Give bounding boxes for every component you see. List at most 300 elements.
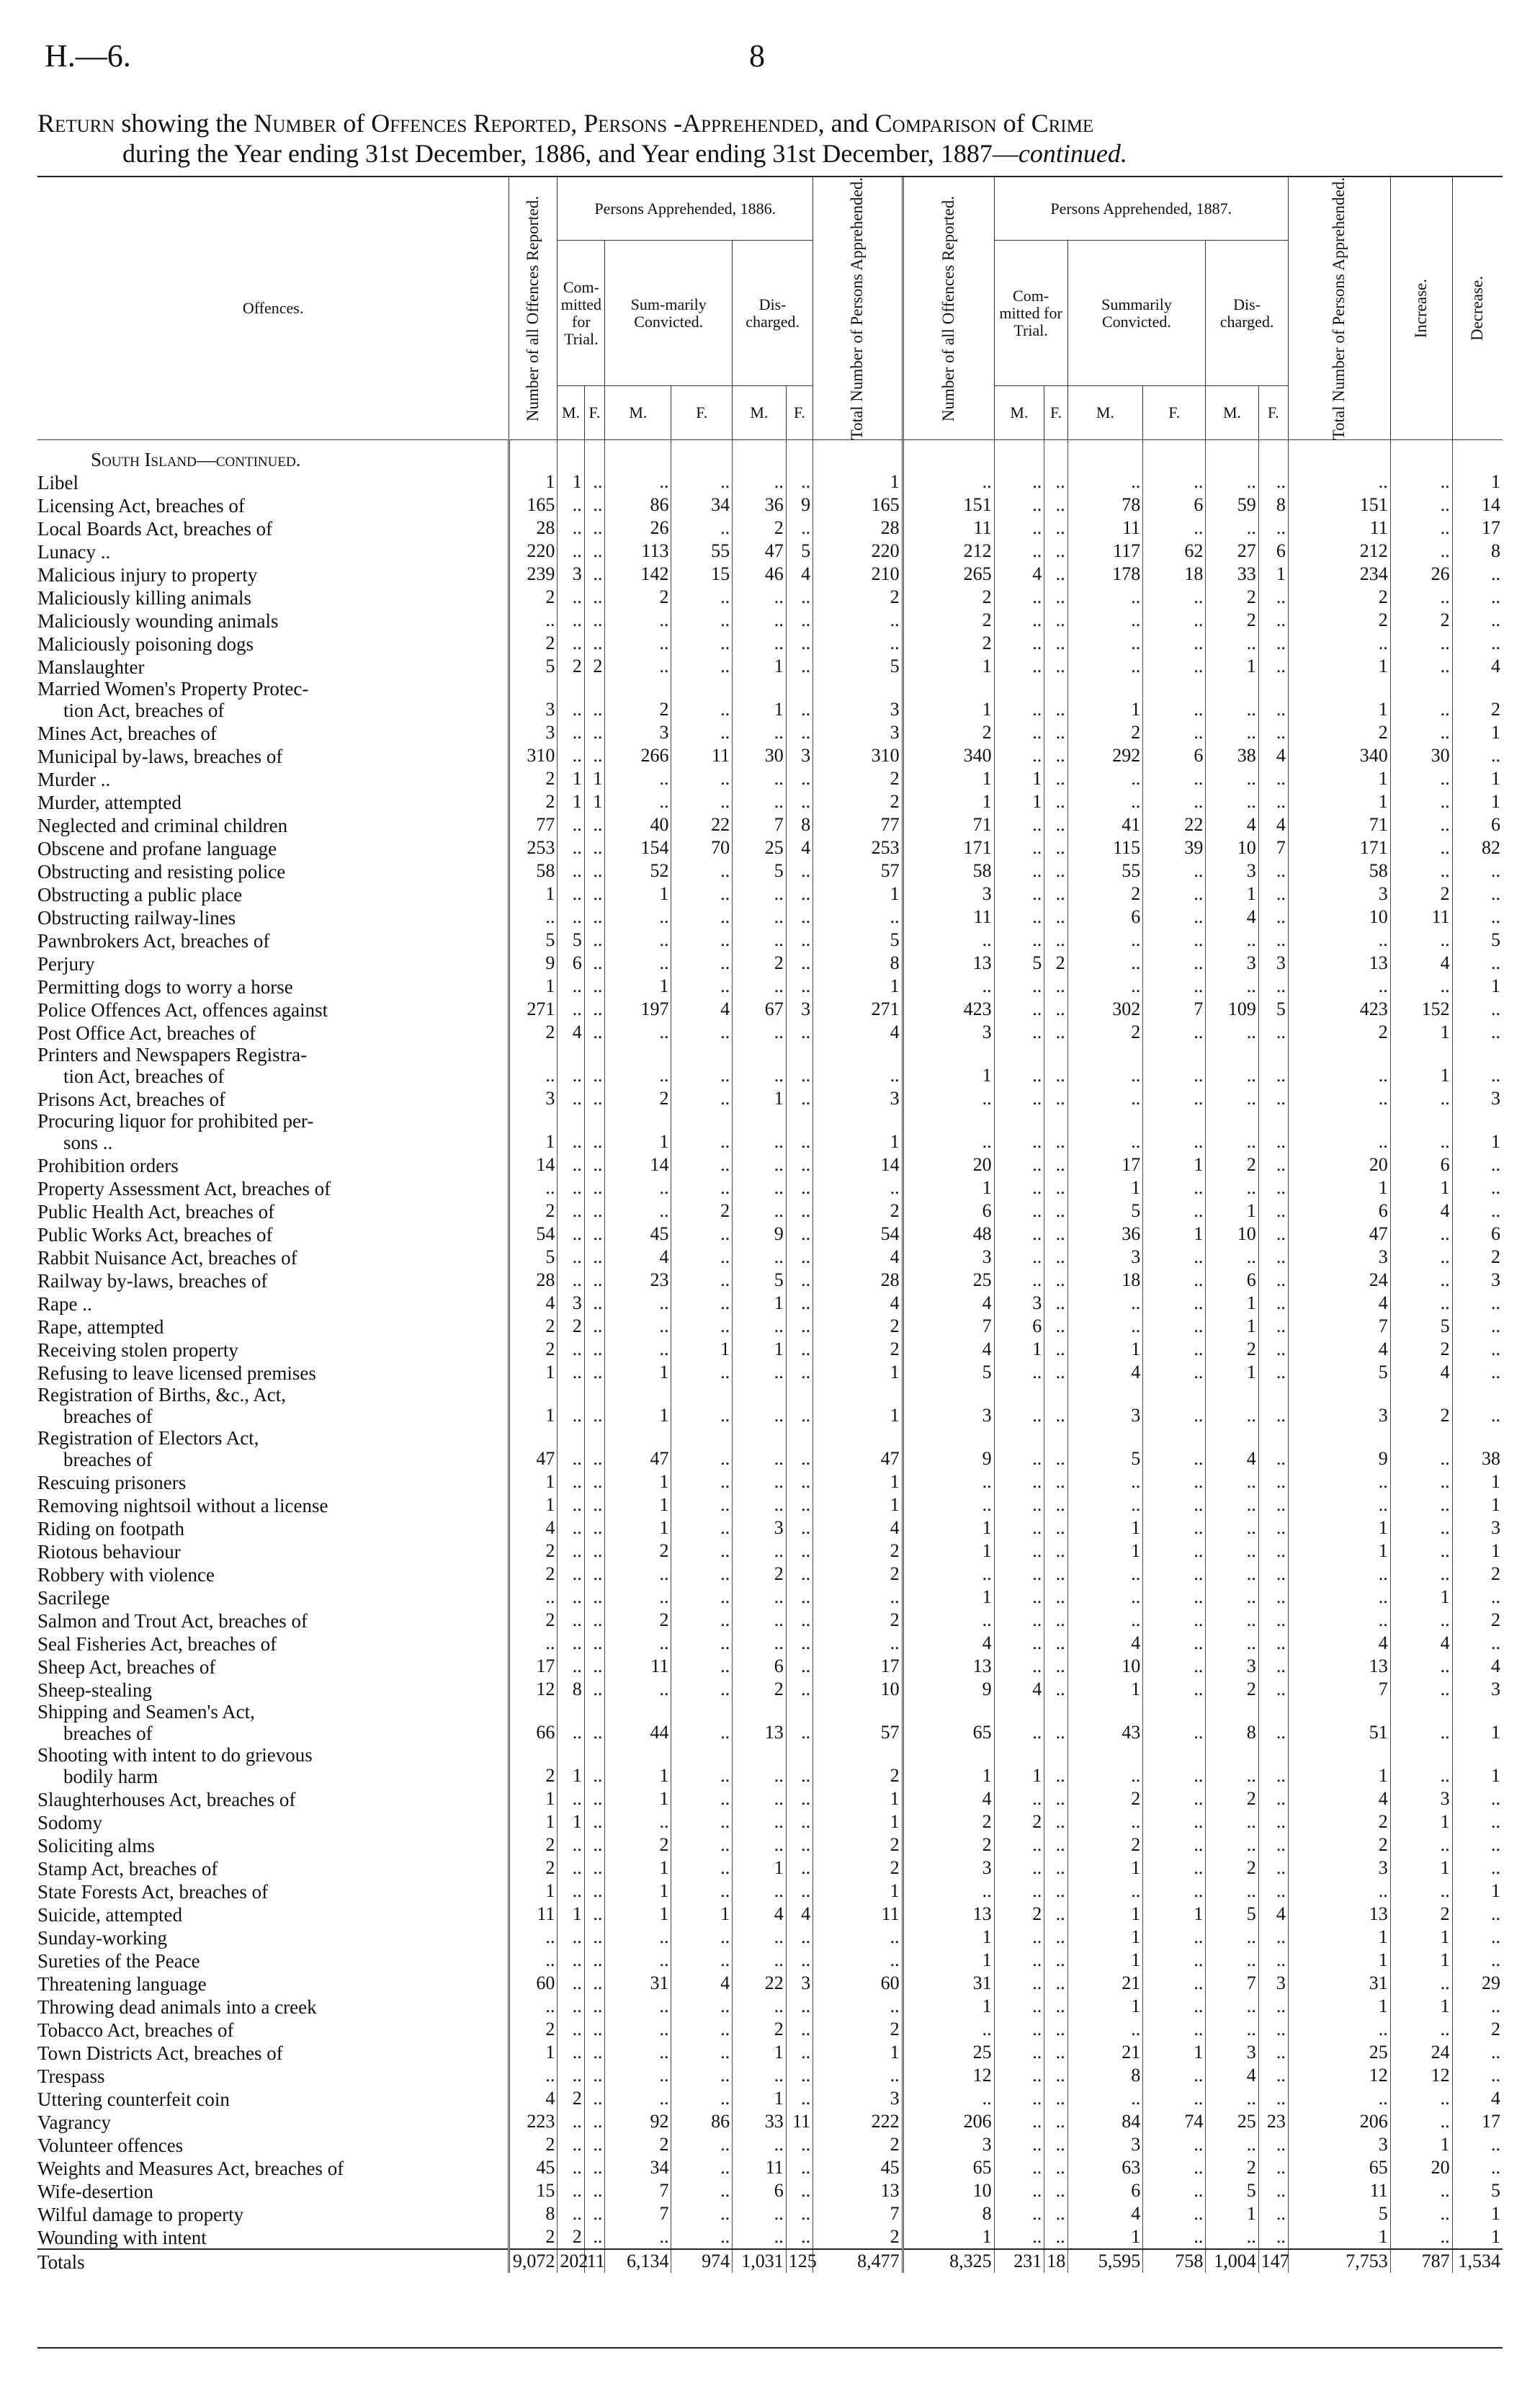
value-cell: .. xyxy=(1044,2202,1067,2225)
value-cell: .. xyxy=(1258,1655,1288,1678)
value-cell: .. xyxy=(1390,1701,1452,1744)
offence-name-line: Permitting dogs to worry a horse xyxy=(37,976,293,998)
offence-name xyxy=(37,1493,509,1516)
value-cell: 1 xyxy=(903,655,994,678)
value-cell: .. xyxy=(1390,1110,1452,1153)
value-cell: 1 xyxy=(605,1470,671,1493)
offence-name xyxy=(37,1087,509,1110)
value-cell: .. xyxy=(1390,767,1452,790)
value-cell: .. xyxy=(671,721,733,744)
value-cell: .. xyxy=(558,1199,584,1223)
header-m: M. xyxy=(605,386,671,440)
value-cell: 15 xyxy=(671,563,733,586)
value-cell: 2 xyxy=(1288,586,1390,609)
value-cell: 2 xyxy=(509,2225,558,2249)
value-cell: 2 xyxy=(605,1833,671,1856)
value-cell: .. xyxy=(558,1246,584,1269)
offence-name xyxy=(37,1361,509,1384)
value-cell: .. xyxy=(1044,2041,1067,2064)
value-cell: .. xyxy=(1067,767,1143,790)
value-cell: .. xyxy=(1390,1087,1452,1110)
value-cell: .. xyxy=(994,2110,1044,2133)
offence-name xyxy=(37,1787,509,1810)
table-row xyxy=(37,1744,1503,1787)
offences-return-table xyxy=(37,177,1503,2273)
value-cell: .. xyxy=(558,975,584,998)
value-cell: .. xyxy=(786,586,812,609)
table-row xyxy=(37,836,1503,859)
offence-name-line: Married Women's Property Protec- xyxy=(37,678,309,700)
value-cell: .. xyxy=(1044,1110,1067,1153)
value-cell: .. xyxy=(558,1540,584,1563)
value-cell: 1 xyxy=(1491,471,1500,493)
value-cell: .. xyxy=(1044,1044,1067,1087)
value-cell: 4 xyxy=(994,1678,1044,1701)
table-row xyxy=(37,2064,1503,2087)
value-cell: .. xyxy=(786,859,812,883)
value-cell: .. xyxy=(605,906,671,929)
value-cell: 758 xyxy=(1143,2249,1206,2273)
value-cell: 1 xyxy=(1143,1903,1206,1926)
value-cell: .. xyxy=(733,1609,787,1632)
value-cell: 1 xyxy=(813,1810,903,1833)
section-heading: South Island—continued. xyxy=(37,440,509,471)
value-cell: .. xyxy=(1044,1903,1067,1926)
value-cell: 2 xyxy=(605,2133,671,2156)
value-cell: 2 xyxy=(813,1856,903,1880)
value-cell: .. xyxy=(605,1926,671,1949)
value-cell: .. xyxy=(1390,1880,1452,1903)
value-cell: .. xyxy=(1143,906,1206,929)
value-cell: .. xyxy=(1491,586,1500,608)
value-cell: 9 xyxy=(786,493,812,517)
value-cell: .. xyxy=(671,1361,733,1384)
offence-name-line: Riotous behaviour xyxy=(37,1541,181,1563)
value-cell: .. xyxy=(558,1153,584,1176)
value-cell: .. xyxy=(1258,1246,1288,1269)
value-cell: 171 xyxy=(1288,836,1390,859)
value-cell: .. xyxy=(584,859,605,883)
value-cell: .. xyxy=(584,470,605,493)
value-cell: .. xyxy=(605,2225,671,2249)
value-cell: .. xyxy=(558,1926,584,1949)
value-cell: .. xyxy=(584,721,605,744)
value-cell: .. xyxy=(1044,1384,1067,1427)
value-cell: .. xyxy=(1143,1246,1206,1269)
value-cell: .. xyxy=(1143,632,1206,655)
value-cell: .. xyxy=(994,655,1044,678)
value-cell: 5 xyxy=(1288,2202,1390,2225)
value-cell: .. xyxy=(733,1246,787,1269)
value-cell: 253 xyxy=(509,836,558,859)
value-cell: .. xyxy=(1143,952,1206,975)
value-cell: 8 xyxy=(813,952,903,975)
value-cell: 77 xyxy=(509,813,558,836)
value-cell: .. xyxy=(1288,975,1390,998)
value-cell: .. xyxy=(671,1176,733,1199)
value-cell: 2 xyxy=(671,1199,733,1223)
value-cell: 3 xyxy=(903,1856,994,1880)
value-cell: .. xyxy=(1044,998,1067,1021)
value-cell: 26 xyxy=(605,517,671,540)
offence-name-line: Obstructing a public place xyxy=(37,884,243,906)
value-cell: .. xyxy=(671,655,733,678)
value-cell: .. xyxy=(558,517,584,540)
value-cell: 4 xyxy=(994,563,1044,586)
offence-name-line: Murder, attempted xyxy=(37,792,182,814)
value-cell: 1 xyxy=(1288,1926,1390,1949)
value-cell: 1 xyxy=(903,2225,994,2249)
value-cell: .. xyxy=(1044,2087,1067,2110)
value-cell: .. xyxy=(1258,1540,1288,1563)
value-cell: .. xyxy=(605,1563,671,1586)
value-cell: 20 xyxy=(1390,2156,1452,2179)
value-cell: .. xyxy=(1258,1176,1288,1199)
offence-name-line: breaches of xyxy=(63,1406,153,1428)
value-cell: .. xyxy=(1288,1044,1390,1087)
value-cell: .. xyxy=(994,1110,1044,1153)
value-cell: .. xyxy=(1206,1810,1258,1833)
value-cell: 2 xyxy=(605,1087,671,1110)
value-cell: .. xyxy=(1288,2018,1390,2041)
value-cell: 7 xyxy=(1258,836,1288,859)
value-cell: .. xyxy=(1258,1810,1288,1833)
value-cell: .. xyxy=(584,1586,605,1609)
value-cell: 3 xyxy=(1206,952,1258,975)
value-cell: .. xyxy=(786,1044,812,1087)
value-cell: 8 xyxy=(1067,2064,1143,2087)
value-cell: .. xyxy=(1044,2133,1067,2156)
value-cell: 1 xyxy=(1143,1223,1206,1246)
offence-name xyxy=(37,744,509,767)
value-cell: 1 xyxy=(1258,563,1288,586)
value-cell: 2 xyxy=(1491,1246,1500,1268)
value-cell: .. xyxy=(1258,1949,1288,1972)
value-cell: .. xyxy=(1044,1516,1067,1540)
value-cell: .. xyxy=(813,632,903,655)
offence-name xyxy=(37,2041,509,2064)
value-cell: 4 xyxy=(1288,1787,1390,1810)
value-cell: 2 xyxy=(903,632,994,655)
value-cell: 44 xyxy=(605,1701,671,1744)
value-cell: 197 xyxy=(605,998,671,1021)
value-cell: 5 xyxy=(509,1246,558,1269)
offence-name-line: Registration of Births, &c., Act, xyxy=(37,1384,286,1406)
offence-name-line: Soliciting alms xyxy=(37,1835,155,1857)
offence-name-line: Throwing dead animals into a creek xyxy=(37,1996,317,2019)
value-cell: .. xyxy=(671,470,733,493)
value-cell: 10 xyxy=(813,1678,903,1701)
value-cell: 2 xyxy=(733,1678,787,1701)
value-cell: 113 xyxy=(605,540,671,563)
value-cell: .. xyxy=(1143,2018,1206,2041)
value-cell: .. xyxy=(1044,1223,1067,1246)
value-cell: 1 xyxy=(605,1856,671,1880)
value-cell: 206 xyxy=(903,2110,994,2133)
value-cell: 2 xyxy=(1491,1609,1500,1631)
value-cell: 6 xyxy=(1206,1269,1258,1292)
value-cell: .. xyxy=(733,975,787,998)
value-cell: .. xyxy=(1258,906,1288,929)
value-cell: 5 xyxy=(733,1269,787,1292)
value-cell: 71 xyxy=(903,813,994,836)
offence-name-line: Shooting with intent to do grievous xyxy=(37,1744,313,1766)
value-cell: .. xyxy=(786,2179,812,2202)
value-cell: 2 xyxy=(813,2225,903,2249)
offence-name xyxy=(37,1744,509,1787)
value-cell: .. xyxy=(994,2087,1044,2110)
value-cell: 1 xyxy=(1390,1021,1452,1044)
value-cell: .. xyxy=(994,2179,1044,2202)
value-cell: .. xyxy=(733,1493,787,1516)
value-cell: .. xyxy=(1206,767,1258,790)
title-segment: showing the xyxy=(115,109,254,138)
value-cell: .. xyxy=(786,952,812,975)
value-cell: .. xyxy=(558,1361,584,1384)
value-cell: .. xyxy=(1491,883,1500,905)
value-cell: .. xyxy=(605,952,671,975)
value-cell: 1 xyxy=(509,1384,558,1427)
value-cell: 1 xyxy=(1491,1540,1500,1562)
offence-name-line: State Forests Act, breaches of xyxy=(37,1881,269,1903)
value-cell: .. xyxy=(1044,470,1067,493)
value-cell: .. xyxy=(813,1044,903,1087)
value-cell: .. xyxy=(558,1701,584,1744)
offence-name-line: Railway by-laws, breaches of xyxy=(37,1270,268,1292)
value-cell: 4 xyxy=(1206,1427,1258,1470)
value-cell: .. xyxy=(1258,2133,1288,2156)
value-cell: 1 xyxy=(1390,1176,1452,1199)
value-cell: 1 xyxy=(605,1880,671,1903)
value-cell: 151 xyxy=(1288,493,1390,517)
value-cell: 59 xyxy=(1206,493,1258,517)
value-cell: 2 xyxy=(509,1199,558,1223)
value-cell: 66 xyxy=(509,1701,558,1744)
value-cell: .. xyxy=(671,609,733,632)
table-row xyxy=(37,1833,1503,1856)
value-cell: .. xyxy=(584,1427,605,1470)
offence-name xyxy=(37,836,509,859)
value-cell: .. xyxy=(1390,1223,1452,1246)
value-cell: .. xyxy=(733,1427,787,1470)
title-line-1 xyxy=(37,109,1093,138)
value-cell: .. xyxy=(558,1516,584,1540)
offence-name-line: Uttering counterfeit coin xyxy=(37,2088,230,2111)
value-cell: .. xyxy=(584,1701,605,1744)
value-cell: .. xyxy=(584,2087,605,2110)
value-cell: 1 xyxy=(813,883,903,906)
value-cell: 423 xyxy=(903,998,994,1021)
value-cell: .. xyxy=(786,1110,812,1153)
value-cell: .. xyxy=(1390,586,1452,609)
value-cell: 1,534 xyxy=(1452,2249,1503,2273)
value-cell: .. xyxy=(558,1493,584,1516)
value-cell: 1 xyxy=(1288,2225,1390,2249)
value-cell: .. xyxy=(1390,2202,1452,2225)
value-cell: .. xyxy=(1390,813,1452,836)
offence-name-line: Rape .. xyxy=(37,1293,92,1315)
value-cell: .. xyxy=(1206,1246,1258,1269)
offence-name xyxy=(37,1880,509,1903)
value-cell: .. xyxy=(1206,517,1258,540)
value-cell: .. xyxy=(1258,1880,1288,1903)
value-cell: .. xyxy=(1206,1926,1258,1949)
value-cell: .. xyxy=(1067,1315,1143,1338)
offence-name xyxy=(37,906,509,929)
table-row xyxy=(37,767,1503,790)
value-cell: 8 xyxy=(1491,540,1500,562)
value-cell: .. xyxy=(671,975,733,998)
value-cell: .. xyxy=(1258,859,1288,883)
value-cell: .. xyxy=(733,1833,787,1856)
value-cell: .. xyxy=(1258,2179,1288,2202)
title-segment: Comparison xyxy=(874,109,997,138)
value-cell: .. xyxy=(1206,1540,1258,1563)
value-cell: 5 xyxy=(1067,1199,1143,1223)
offence-name xyxy=(37,493,509,517)
value-cell: 71 xyxy=(1288,813,1390,836)
value-cell: .. xyxy=(605,767,671,790)
value-cell: 1 xyxy=(813,470,903,493)
value-cell: 3 xyxy=(1206,859,1258,883)
value-cell: 271 xyxy=(813,998,903,1021)
offence-name xyxy=(37,1427,509,1470)
value-cell: .. xyxy=(786,1833,812,1856)
value-cell: 18 xyxy=(1044,2249,1067,2273)
table-row xyxy=(37,1586,1503,1609)
value-cell: .. xyxy=(1258,2225,1288,2249)
header-f: F. xyxy=(1258,386,1288,440)
value-cell: .. xyxy=(1258,1493,1288,1516)
value-cell: .. xyxy=(994,2041,1044,2064)
value-cell: .. xyxy=(1491,998,1500,1020)
value-cell: 3 xyxy=(1206,2041,1258,2064)
value-cell: 2 xyxy=(813,2133,903,2156)
value-cell: .. xyxy=(994,1949,1044,1972)
value-cell: .. xyxy=(1044,2225,1067,2249)
value-cell: 3 xyxy=(1390,1787,1452,1810)
value-cell: .. xyxy=(786,721,812,744)
value-cell: 24 xyxy=(1288,1269,1390,1292)
value-cell: .. xyxy=(786,1744,812,1787)
value-cell: 8 xyxy=(1206,1701,1258,1744)
value-cell: .. xyxy=(1258,2156,1288,2179)
value-cell: .. xyxy=(558,1949,584,1972)
value-cell: .. xyxy=(605,1199,671,1223)
value-cell: .. xyxy=(994,1926,1044,1949)
value-cell: 8,477 xyxy=(813,2249,903,2273)
value-cell: .. xyxy=(994,1563,1044,1586)
value-cell: .. xyxy=(671,1246,733,1269)
value-cell: .. xyxy=(671,1223,733,1246)
value-cell: 1 xyxy=(813,2041,903,2064)
value-cell: .. xyxy=(1044,1361,1067,1384)
value-cell: .. xyxy=(584,1926,605,1949)
value-cell: 4 xyxy=(1067,2202,1143,2225)
value-cell: .. xyxy=(605,1021,671,1044)
section-row xyxy=(37,440,1503,471)
value-cell: .. xyxy=(1143,1949,1206,1972)
header-reported-1887: Number of all Offences Reported. xyxy=(903,177,994,440)
value-cell: 1 xyxy=(1491,1131,1500,1153)
value-cell: 1 xyxy=(1288,1176,1390,1199)
offence-name-line: Maliciously wounding animals xyxy=(37,610,279,633)
value-cell: .. xyxy=(1390,859,1452,883)
value-cell: 4 xyxy=(509,2087,558,2110)
value-cell: 974 xyxy=(671,2249,733,2273)
offence-name-line: Property Assessment Act, breaches of xyxy=(37,1178,331,1200)
value-cell: .. xyxy=(733,1315,787,1338)
table-row xyxy=(37,929,1503,952)
value-cell: .. xyxy=(558,1269,584,1292)
value-cell: .. xyxy=(1206,2018,1258,2041)
value-cell: 4 xyxy=(1258,1903,1288,1926)
offence-name xyxy=(37,1199,509,1223)
value-cell: .. xyxy=(1390,929,1452,952)
value-cell: .. xyxy=(584,1223,605,1246)
value-cell: .. xyxy=(1044,906,1067,929)
value-cell: 1 xyxy=(558,1903,584,1926)
value-cell: .. xyxy=(1258,609,1288,632)
value-cell: 3 xyxy=(1206,1655,1258,1678)
value-cell: 3 xyxy=(903,1384,994,1427)
offence-name xyxy=(37,2018,509,2041)
value-cell: 3 xyxy=(994,1292,1044,1315)
value-cell: .. xyxy=(671,1880,733,1903)
value-cell: .. xyxy=(671,2133,733,2156)
value-cell: 47 xyxy=(605,1427,671,1470)
value-cell: 266 xyxy=(605,744,671,767)
value-cell: .. xyxy=(1491,1949,1500,1971)
offence-name xyxy=(37,1949,509,1972)
value-cell: .. xyxy=(1390,2087,1452,2110)
value-cell: .. xyxy=(1491,1926,1500,1948)
offence-name-line: Weights and Measures Act, breaches of xyxy=(37,2158,344,2180)
value-cell: 2 xyxy=(509,2018,558,2041)
value-cell: 4 xyxy=(1206,813,1258,836)
value-cell: 54 xyxy=(509,1223,558,1246)
value-cell: .. xyxy=(1044,1246,1067,1269)
value-cell: .. xyxy=(1206,790,1258,813)
value-cell: .. xyxy=(584,2133,605,2156)
value-cell: 2 xyxy=(1206,609,1258,632)
value-cell: 1 xyxy=(558,767,584,790)
offence-name xyxy=(37,1292,509,1315)
offence-name xyxy=(37,2110,509,2133)
value-cell: .. xyxy=(1491,2065,1500,2086)
value-cell: 6 xyxy=(1288,1199,1390,1223)
value-cell: 2 xyxy=(1044,952,1067,975)
value-cell: 3 xyxy=(558,563,584,586)
value-cell: .. xyxy=(584,493,605,517)
value-cell: .. xyxy=(1258,1563,1288,1586)
value-cell: .. xyxy=(1390,678,1452,721)
value-cell: .. xyxy=(1143,1292,1206,1315)
bottom-rule xyxy=(37,2347,1503,2349)
offence-name-line: Rescuing prisoners xyxy=(37,1472,187,1494)
value-cell: 4 xyxy=(1067,1632,1143,1655)
value-cell: 11 xyxy=(605,1655,671,1678)
value-cell: .. xyxy=(1044,1269,1067,1292)
value-cell: .. xyxy=(1206,721,1258,744)
value-cell: 4 xyxy=(1491,1656,1500,1677)
offence-name-line: Sureties of the Peace xyxy=(37,1950,200,1972)
value-cell: .. xyxy=(1288,632,1390,655)
value-cell: .. xyxy=(994,744,1044,767)
value-cell: .. xyxy=(1044,1427,1067,1470)
value-cell: 1 xyxy=(1491,791,1500,813)
offence-name-line: Obscene and profane language xyxy=(37,838,277,860)
